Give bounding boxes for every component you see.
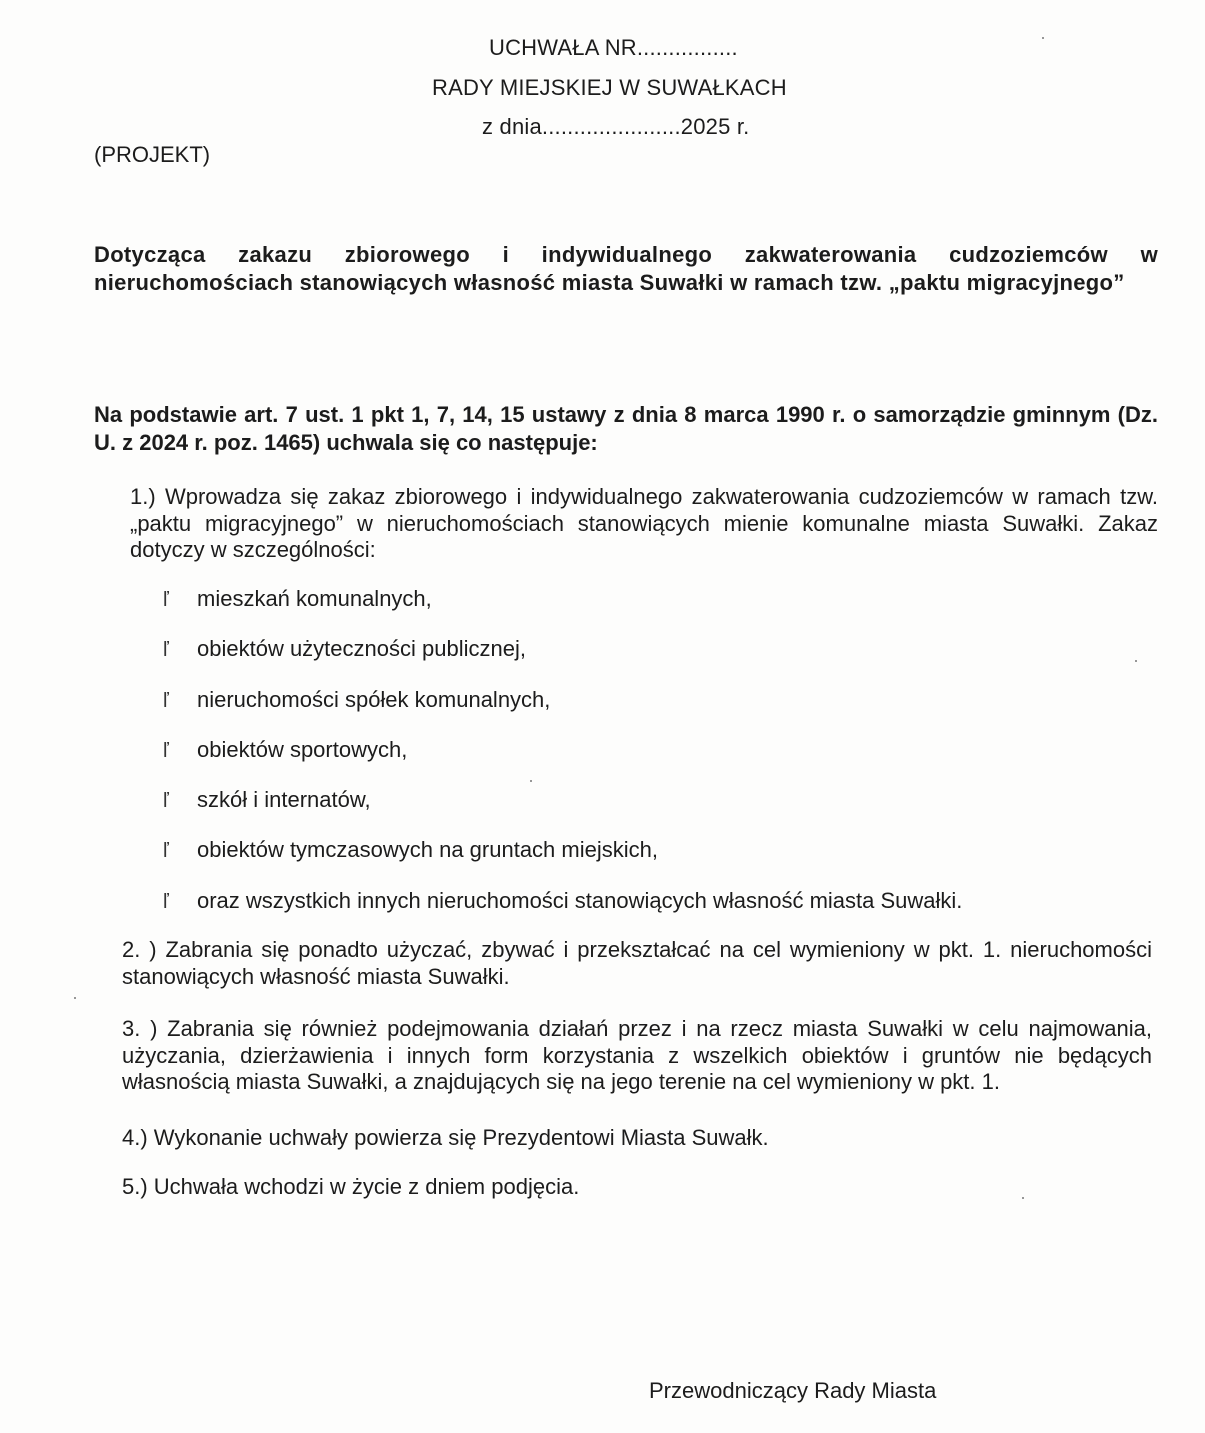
council-name: RADY MIEJSKIEJ W SUWAŁKACH: [432, 75, 787, 100]
scan-speck: [74, 997, 76, 999]
paragraph-1: 1.) Wprowadza się zakaz zbiorowego i indywidualnego zakwaterowania cudzoziemców w ramach tzw. „paktu migracyjnego” w nieruchomościach stanowiących mienie komunalne miasta Suwałki. Zakaz dotyczy w szczególności:: [130, 484, 1158, 562]
prohibited-property-list: [163, 585, 962, 937]
signature-line: Przewodniczący Rady Miasta: [649, 1378, 937, 1403]
bullet-icon: ľ: [163, 890, 169, 913]
bullet-icon: ľ: [163, 790, 169, 813]
list-item-text: nieruchomości spółek komunalnych,: [197, 686, 551, 712]
list-item-text: szkół i internatów,: [197, 787, 371, 813]
paragraph-3: 3. ) Zabrania się również podejmowania działań przez i na rzecz miasta Suwałki w celu najmowania, użyczania, dzierżawienia i innych form korzystania z wszelkich obiektów i gruntów nie będących własnością miasta Suwałki, a znajdujących się na jego terenie na cel wymieniony w pkt. 1.: [122, 1016, 1152, 1094]
list-item: [163, 585, 962, 635]
bullet-icon: ľ: [163, 840, 169, 863]
list-item-text: mieszkań komunalnych,: [197, 586, 432, 611]
paragraph-4: 4.) Wykonanie uchwały powierza się Prezydentowi Miasta Suwałk.: [122, 1125, 769, 1150]
resolution-title: Dotycząca zakazu zbiorowego i indywidualnego zakwaterowania cudzoziemców w nieruchomościach stanowiących własność miasta Suwałki w ramach tzw. „paktu migracyjnego”: [94, 242, 1158, 295]
scan-speck: [1042, 37, 1044, 39]
list-item: [163, 786, 962, 836]
bullet-icon: ľ: [163, 689, 169, 712]
resolution-date: z dnia......................2025 r.: [482, 114, 750, 139]
legal-basis: Na podstawie art. 7 ust. 1 pkt 1, 7, 14, 15 ustawy z dnia 8 marca 1990 r. o samorządzie gminnym (Dz. U. z 2024 r. poz. 1465) uchwala się co następuje:: [94, 402, 1158, 455]
bullet-icon: ľ: [163, 589, 169, 611]
scan-speck: [1022, 1197, 1024, 1199]
scan-speck: [1135, 660, 1137, 662]
bullet-icon: ľ: [163, 639, 169, 662]
draft-marker: (PROJEKT): [94, 142, 211, 167]
list-item-text: obiektów użyteczności publicznej,: [197, 636, 526, 662]
bullet-icon: ľ: [163, 739, 169, 762]
list-item-text: oraz wszystkich innych nieruchomości stanowiących własność miasta Suwałki.: [197, 887, 963, 913]
list-item-text: obiektów tymczasowych na gruntach miejskich,: [197, 837, 658, 863]
list-item: [163, 736, 962, 786]
list-item: [163, 686, 962, 736]
resolution-number: UCHWAŁA NR................: [489, 35, 738, 60]
paragraph-2: 2. ) Zabrania się ponadto użyczać, zbywać i przekształcać na cel wymieniony w pkt. 1. nieruchomości stanowiących własność miasta Suwałki.: [122, 937, 1152, 989]
list-item: [163, 635, 962, 685]
list-item: [163, 887, 962, 937]
list-item: [163, 836, 962, 886]
scan-speck: [530, 780, 532, 782]
paragraph-5: 5.) Uchwała wchodzi w życie z dniem podjęcia.: [122, 1174, 580, 1199]
list-item-text: obiektów sportowych,: [197, 736, 408, 762]
